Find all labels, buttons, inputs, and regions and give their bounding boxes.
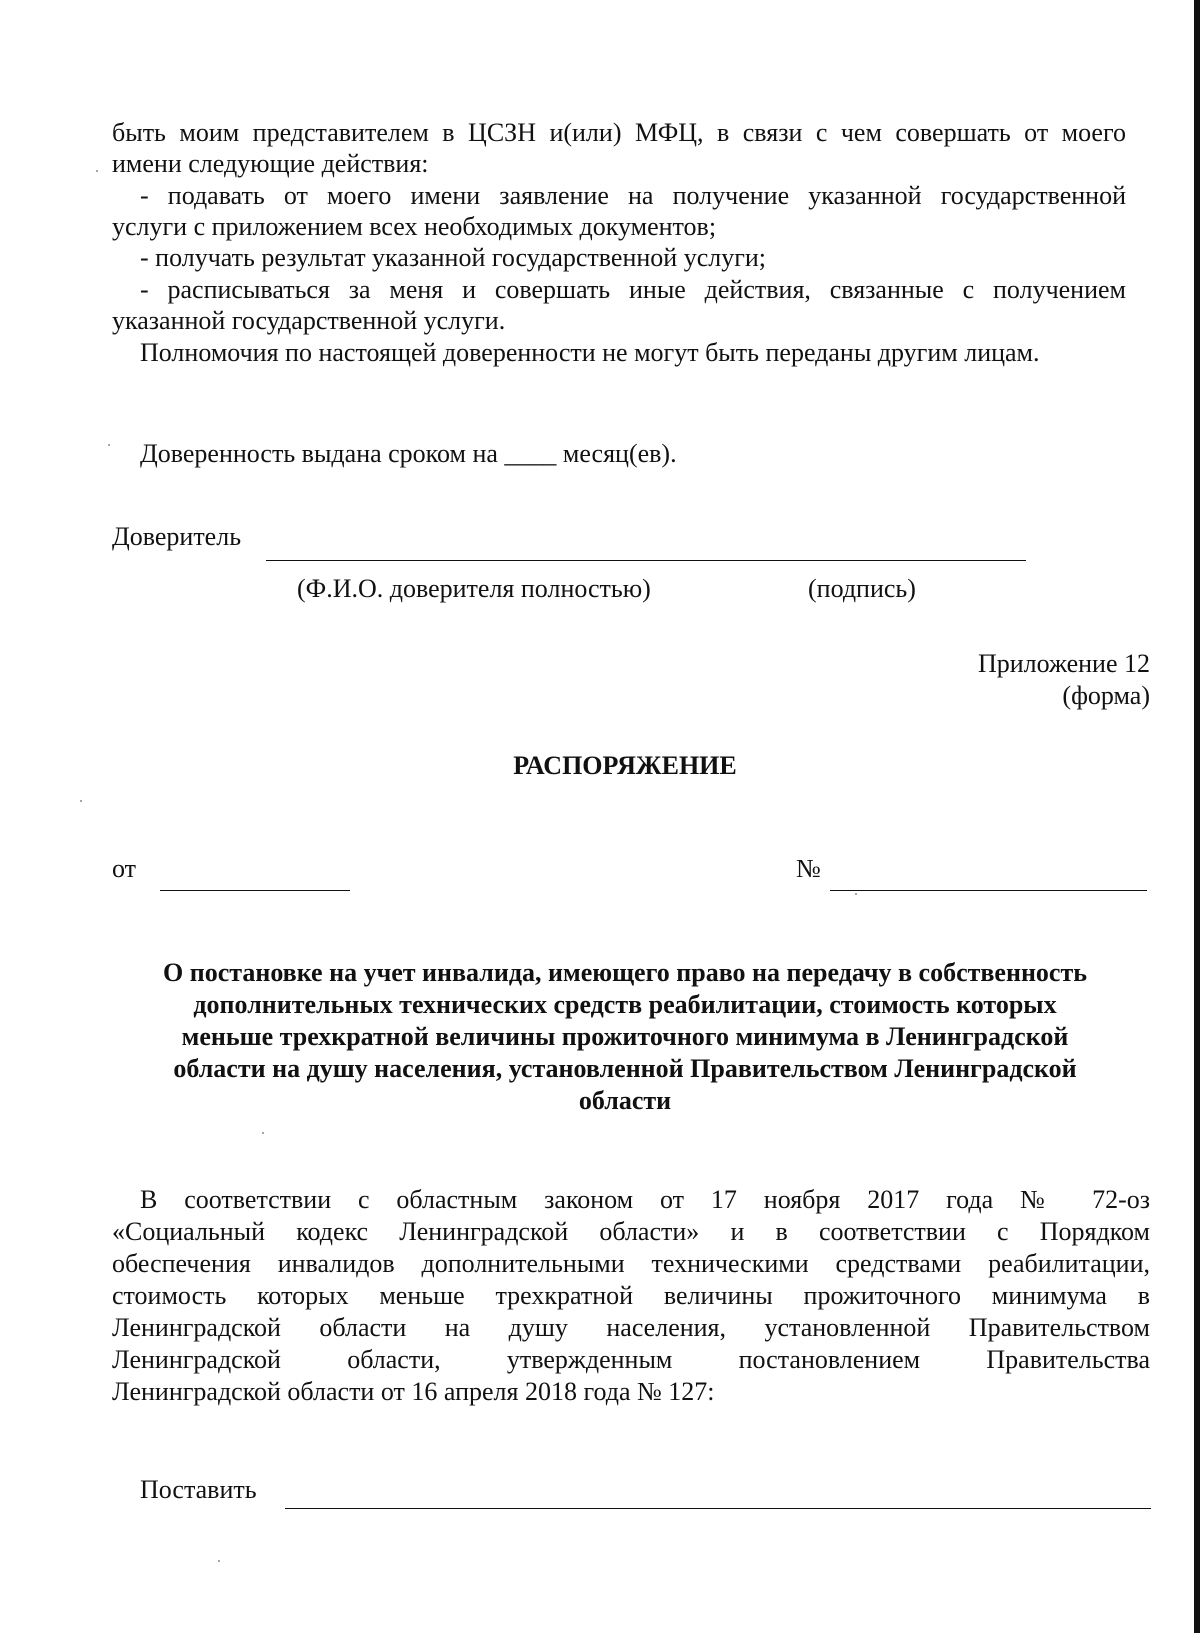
subject-line-2: дополнительных технических средств реабилитации, стоимость которых (193, 990, 1057, 1019)
scan-edge-border (1194, 0, 1200, 1633)
preamble-line-7: Ленинградской области от 16 апреля 2018 года № 127: (112, 1377, 715, 1406)
intro-item-2: - получать результат указанной государственной услуги; (140, 243, 767, 272)
scan-speck (108, 444, 110, 446)
decision-label: Поставить (140, 1475, 257, 1504)
preamble-line-4: стоимость которых меньше трехкратной величины прожиточного минимума в (112, 1281, 1150, 1310)
powers-statement: Полномочия по настоящей доверенности не могут быть переданы другим лицам. (140, 338, 1040, 367)
subject-line-1: О постановке на учет инвалида, имеющего право на передачу в собственность (163, 958, 1087, 987)
intro-line-1: быть моим представителем в ЦСЗН и(или) МФЦ, в связи с чем совершать от моего (112, 118, 1126, 147)
intro-item-3-line-1: - расписываться за меня и совершать иные действия, связанные с получением (140, 275, 1126, 304)
order-number-line (830, 890, 1147, 891)
preamble-line-6: Ленинградской области, утвержденным постановлением Правительства (112, 1345, 1150, 1374)
intro-item-1-line-2: услуги с приложением всех необходимых документов; (112, 212, 717, 241)
preamble-line-3: обеспечения инвалидов дополнительными техническими средствами реабилитации, (112, 1249, 1150, 1278)
scan-speck (96, 170, 98, 172)
order-number-label: № (796, 854, 821, 883)
preamble-line-5: Ленинградской области на душу населения, установленной Правительством (112, 1313, 1150, 1342)
intro-item-3-line-2: указанной государственной услуги. (112, 306, 506, 335)
intro-item-1-line-1: - подавать от моего имени заявление на получение указанной государственной (140, 181, 1126, 210)
scan-speck (855, 893, 857, 895)
order-heading: РАСПОРЯЖЕНИЕ (513, 751, 737, 780)
subject-line-4: области на душу населения, установленной Правительством Ленинградской (173, 1054, 1077, 1083)
term-statement: Доверенность выдана сроком на ____ месяц(ев). (140, 439, 677, 468)
order-date-line (160, 890, 350, 891)
order-from-label: от (112, 854, 137, 883)
appendix-title: Приложение 12 (977, 649, 1150, 678)
principal-fio-caption: (Ф.И.О. доверителя полностью) (297, 574, 651, 603)
scan-speck (80, 800, 82, 802)
principal-label: Доверитель (112, 522, 242, 551)
intro-line-2: имени следующие действия: (112, 149, 429, 178)
principal-signature-caption: (подпись) (808, 574, 916, 603)
preamble-line-1: В соответствии с областным законом от 17 ноября 2017 года № 72-оз (140, 1185, 1150, 1214)
principal-signature-line (266, 560, 1026, 561)
subject-line-3: меньше трехкратной величины прожиточного минимума в Ленинградской (181, 1022, 1069, 1051)
subject-line-5: области (578, 1086, 672, 1115)
decision-fill-line (285, 1508, 1151, 1509)
scan-speck (218, 1560, 220, 1562)
appendix-form-label: (форма) (1062, 681, 1150, 710)
scan-speck (262, 1132, 264, 1134)
preamble-line-2: «Социальный кодекс Ленинградской области» и в соответствии с Порядком (112, 1217, 1150, 1246)
